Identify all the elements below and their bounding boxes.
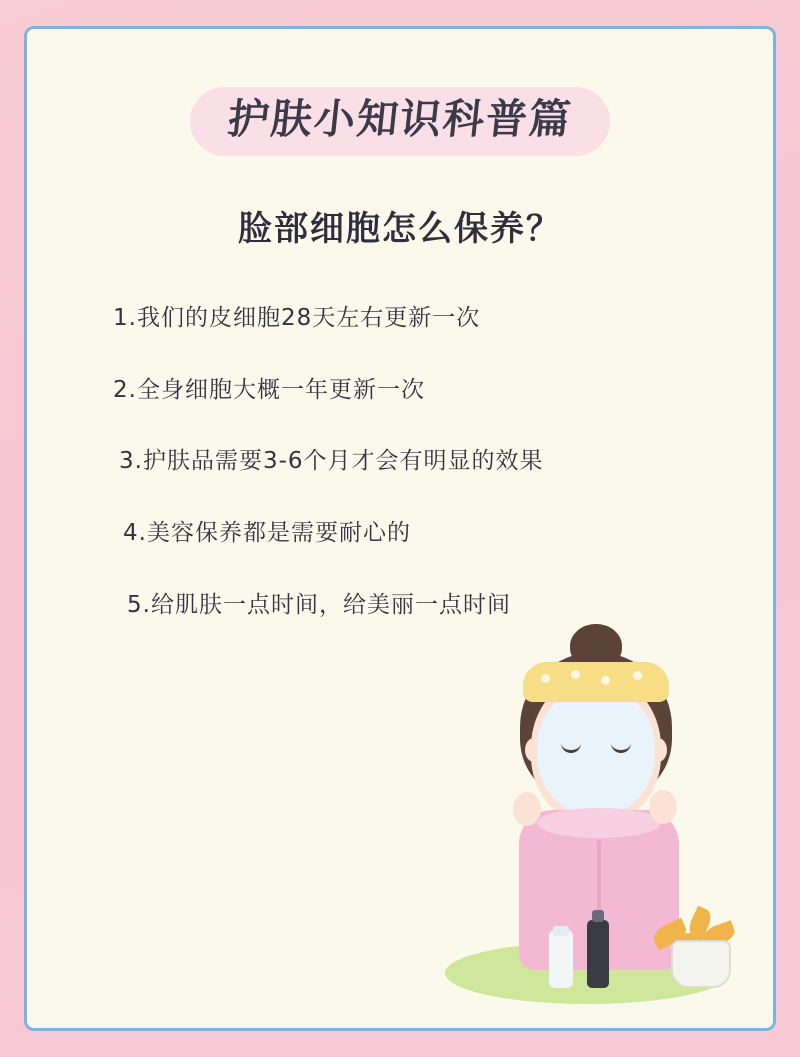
list-item: 2.全身细胞大概一年更新一次	[113, 376, 425, 403]
headband-dot	[633, 671, 642, 680]
tips-list	[113, 301, 583, 659]
face-mask	[537, 688, 655, 816]
headband-dot	[601, 676, 610, 685]
hand-right	[649, 790, 677, 824]
plant-pot	[671, 940, 731, 988]
list-item: 1.我们的皮细胞28天左右更新一次	[113, 305, 481, 331]
page-subtitle: 脸部细胞怎么保养？	[238, 209, 562, 249]
lotion-bottle-cap	[553, 926, 569, 936]
lotion-bottle	[549, 930, 573, 988]
banner-title: 护肤小知识科普篇	[225, 95, 575, 143]
subtitle-container	[27, 201, 773, 250]
collar	[537, 808, 661, 838]
list-item: 5.给肌肤一点时间，给美丽一点时间	[127, 591, 511, 618]
list-item: 3.护肤品需要3-6个月才会有明显的效果	[119, 448, 544, 475]
hand-left	[513, 792, 541, 826]
headband-dot	[571, 670, 580, 679]
banner-title-container	[27, 87, 773, 156]
poster-card	[24, 26, 776, 1031]
serum-bottle-cap	[592, 910, 604, 922]
headband	[523, 662, 669, 702]
serum-bottle	[587, 920, 609, 988]
banner-pill	[190, 87, 610, 156]
skincare-girl-illustration	[445, 610, 745, 1010]
headband-dot	[541, 674, 550, 683]
list-item: 4.美容保养都是需要耐心的	[123, 519, 411, 546]
